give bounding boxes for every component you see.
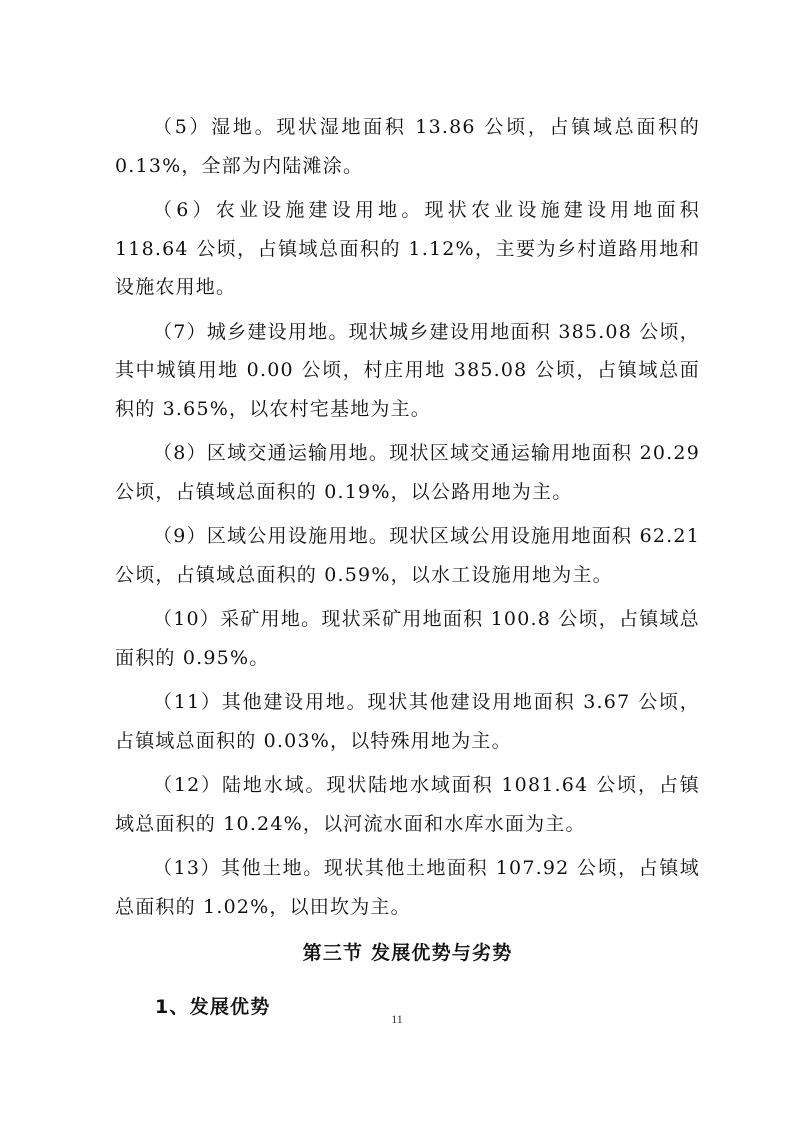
paragraph-urban-rural-construction-land: （7）城乡建设用地。现状城乡建设用地面积 385.08 公顷，其中城镇用地 0.00 公顷，村庄用地 385.08 公顷，占镇域总面积的 3.65%，以农村宅基地为主。	[115, 320, 700, 420]
document-body	[115, 108, 700, 1026]
paragraph-agricultural-facility-land: （6）农业设施建设用地。现状农业设施建设用地面积 118.64 公顷，占镇域总面积的 1.12%，主要为乡村道路用地和设施农用地。	[115, 199, 700, 298]
paragraph-land-water-area: （12）陆地水域。现状陆地水域面积 1081.64 公顷，占镇域总面积的 10.24%，以河流水面和水库水面为主。	[115, 774, 700, 835]
paragraph-regional-transport-land: （8）区域交通运输用地。现状区域交通运输用地面积 20.29 公顷，占镇域总面积的 0.19%，以公路用地为主。	[115, 442, 700, 503]
paragraph-mining-land: （10）采矿用地。现状采矿用地面积 100.8 公顷，占镇域总面积的 0.95%。	[115, 608, 700, 669]
paragraph-other-land: （13）其他土地。现状其他土地面积 107.92 公顷，占镇域总面积的 1.02%，以田坎为主。	[115, 857, 700, 918]
paragraph-wetland: （5）湿地。现状湿地面积 13.86 公顷，占镇域总面积的 0.13%，全部为内陆滩涂。	[115, 116, 700, 177]
section-title: 第三节 发展优势与劣势	[302, 942, 513, 964]
paragraph-other-construction-land: （11）其他建设用地。现状其他建设用地面积 3.67 公顷，占镇域总面积的 0.03%，以特殊用地为主。	[115, 691, 700, 752]
paragraph-regional-public-facility-land: （9）区域公用设施用地。现状区域公用设施用地面积 62.21 公顷，占镇域总面积的 0.59%，以水工设施用地为主。	[115, 525, 700, 586]
page-number: 11	[391, 1012, 403, 1026]
sub-heading: 1、发展优势	[155, 996, 271, 1018]
